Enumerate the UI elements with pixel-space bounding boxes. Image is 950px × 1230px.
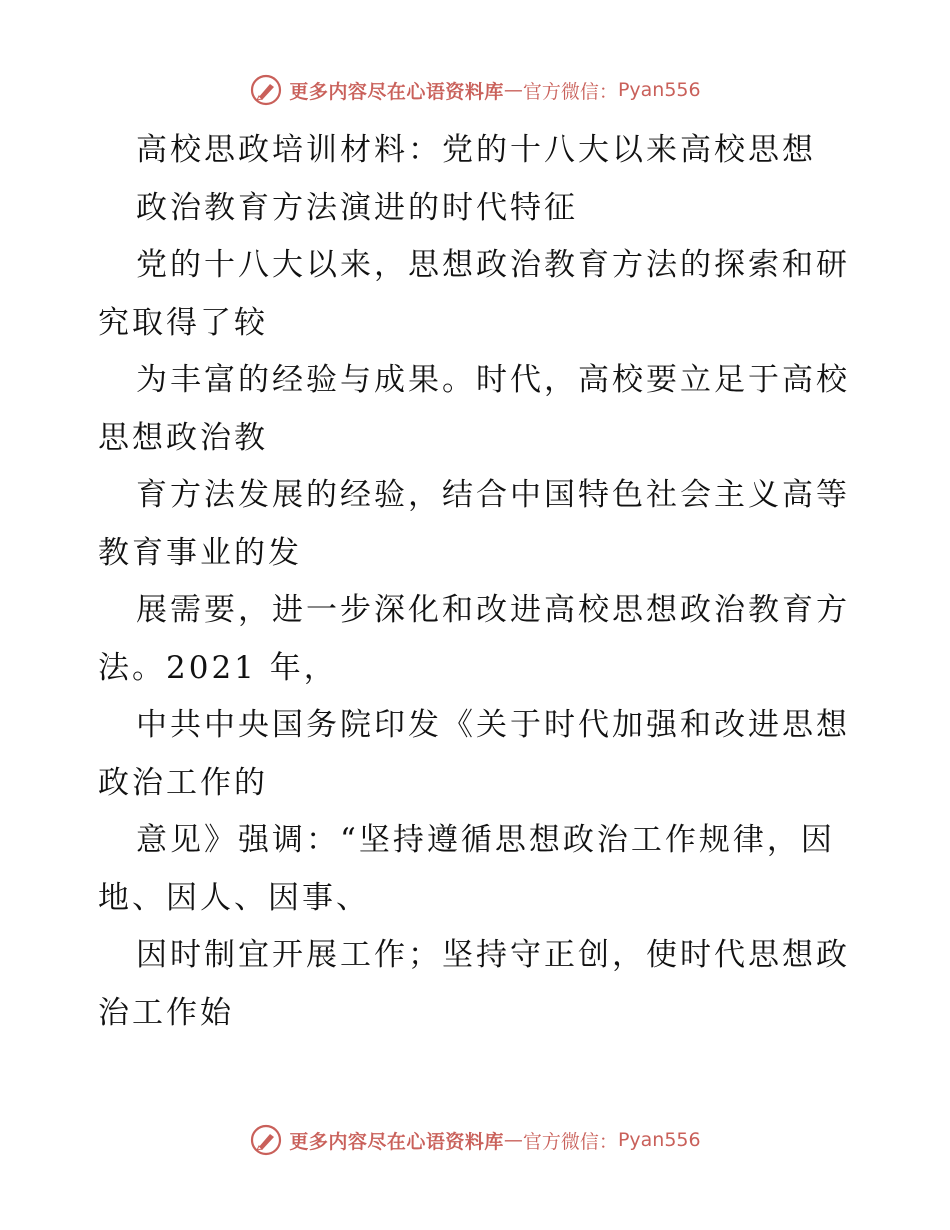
- text-line: 高校思政培训材料：党的十八大以来高校思想: [136, 132, 816, 168]
- watermark-dash: —: [503, 79, 523, 101]
- watermark-wechat-label: 官方微信：: [522, 1130, 618, 1153]
- watermark-wechat-id: Pyan556: [617, 79, 701, 101]
- footer-watermark: [0, 1120, 950, 1160]
- text-line: 思想政治教: [98, 419, 268, 456]
- text-line: 究取得了较: [98, 304, 268, 341]
- watermark-wechat-label: 官方微信：: [522, 80, 618, 103]
- watermark-wechat-id: Pyan556: [617, 1129, 701, 1151]
- pen-circle-icon: [249, 1123, 283, 1157]
- text-line: 为丰富的经验与成果。时代，高校要立足于高校: [136, 362, 850, 398]
- header-watermark: [0, 70, 950, 110]
- text-line: 地、因人、因事、: [98, 879, 370, 916]
- pen-circle-icon: [249, 73, 283, 107]
- text-line: 因时制宜开展工作；坚持守正创，使时代思想政: [136, 937, 850, 973]
- text-line: 展需要，进一步深化和改进高校思想政治教育方: [136, 592, 850, 628]
- text-line: 教育事业的发: [98, 534, 302, 571]
- document-body: [98, 122, 858, 1042]
- watermark-site-text: 更多内容尽在心语资料库: [289, 1130, 504, 1153]
- text-line: 中共中央国务院印发《关于时代加强和改进思想: [136, 707, 850, 743]
- text-line: 意见》强调：“坚持遵循思想政治工作规律，因: [136, 822, 835, 858]
- watermark-dash: —: [503, 1129, 523, 1151]
- text-line: 党的十八大以来，思想政治教育方法的探索和研: [136, 247, 850, 283]
- text-line: 治工作始: [98, 994, 234, 1031]
- text-line: 政治工作的: [98, 764, 268, 801]
- watermark-site-text: 更多内容尽在心语资料库: [289, 80, 504, 103]
- text-line: 法。2021 年，: [98, 649, 338, 686]
- text-line: 政治教育方法演进的时代特征: [136, 189, 578, 226]
- text-line: 育方法发展的经验，结合中国特色社会主义高等: [136, 477, 850, 513]
